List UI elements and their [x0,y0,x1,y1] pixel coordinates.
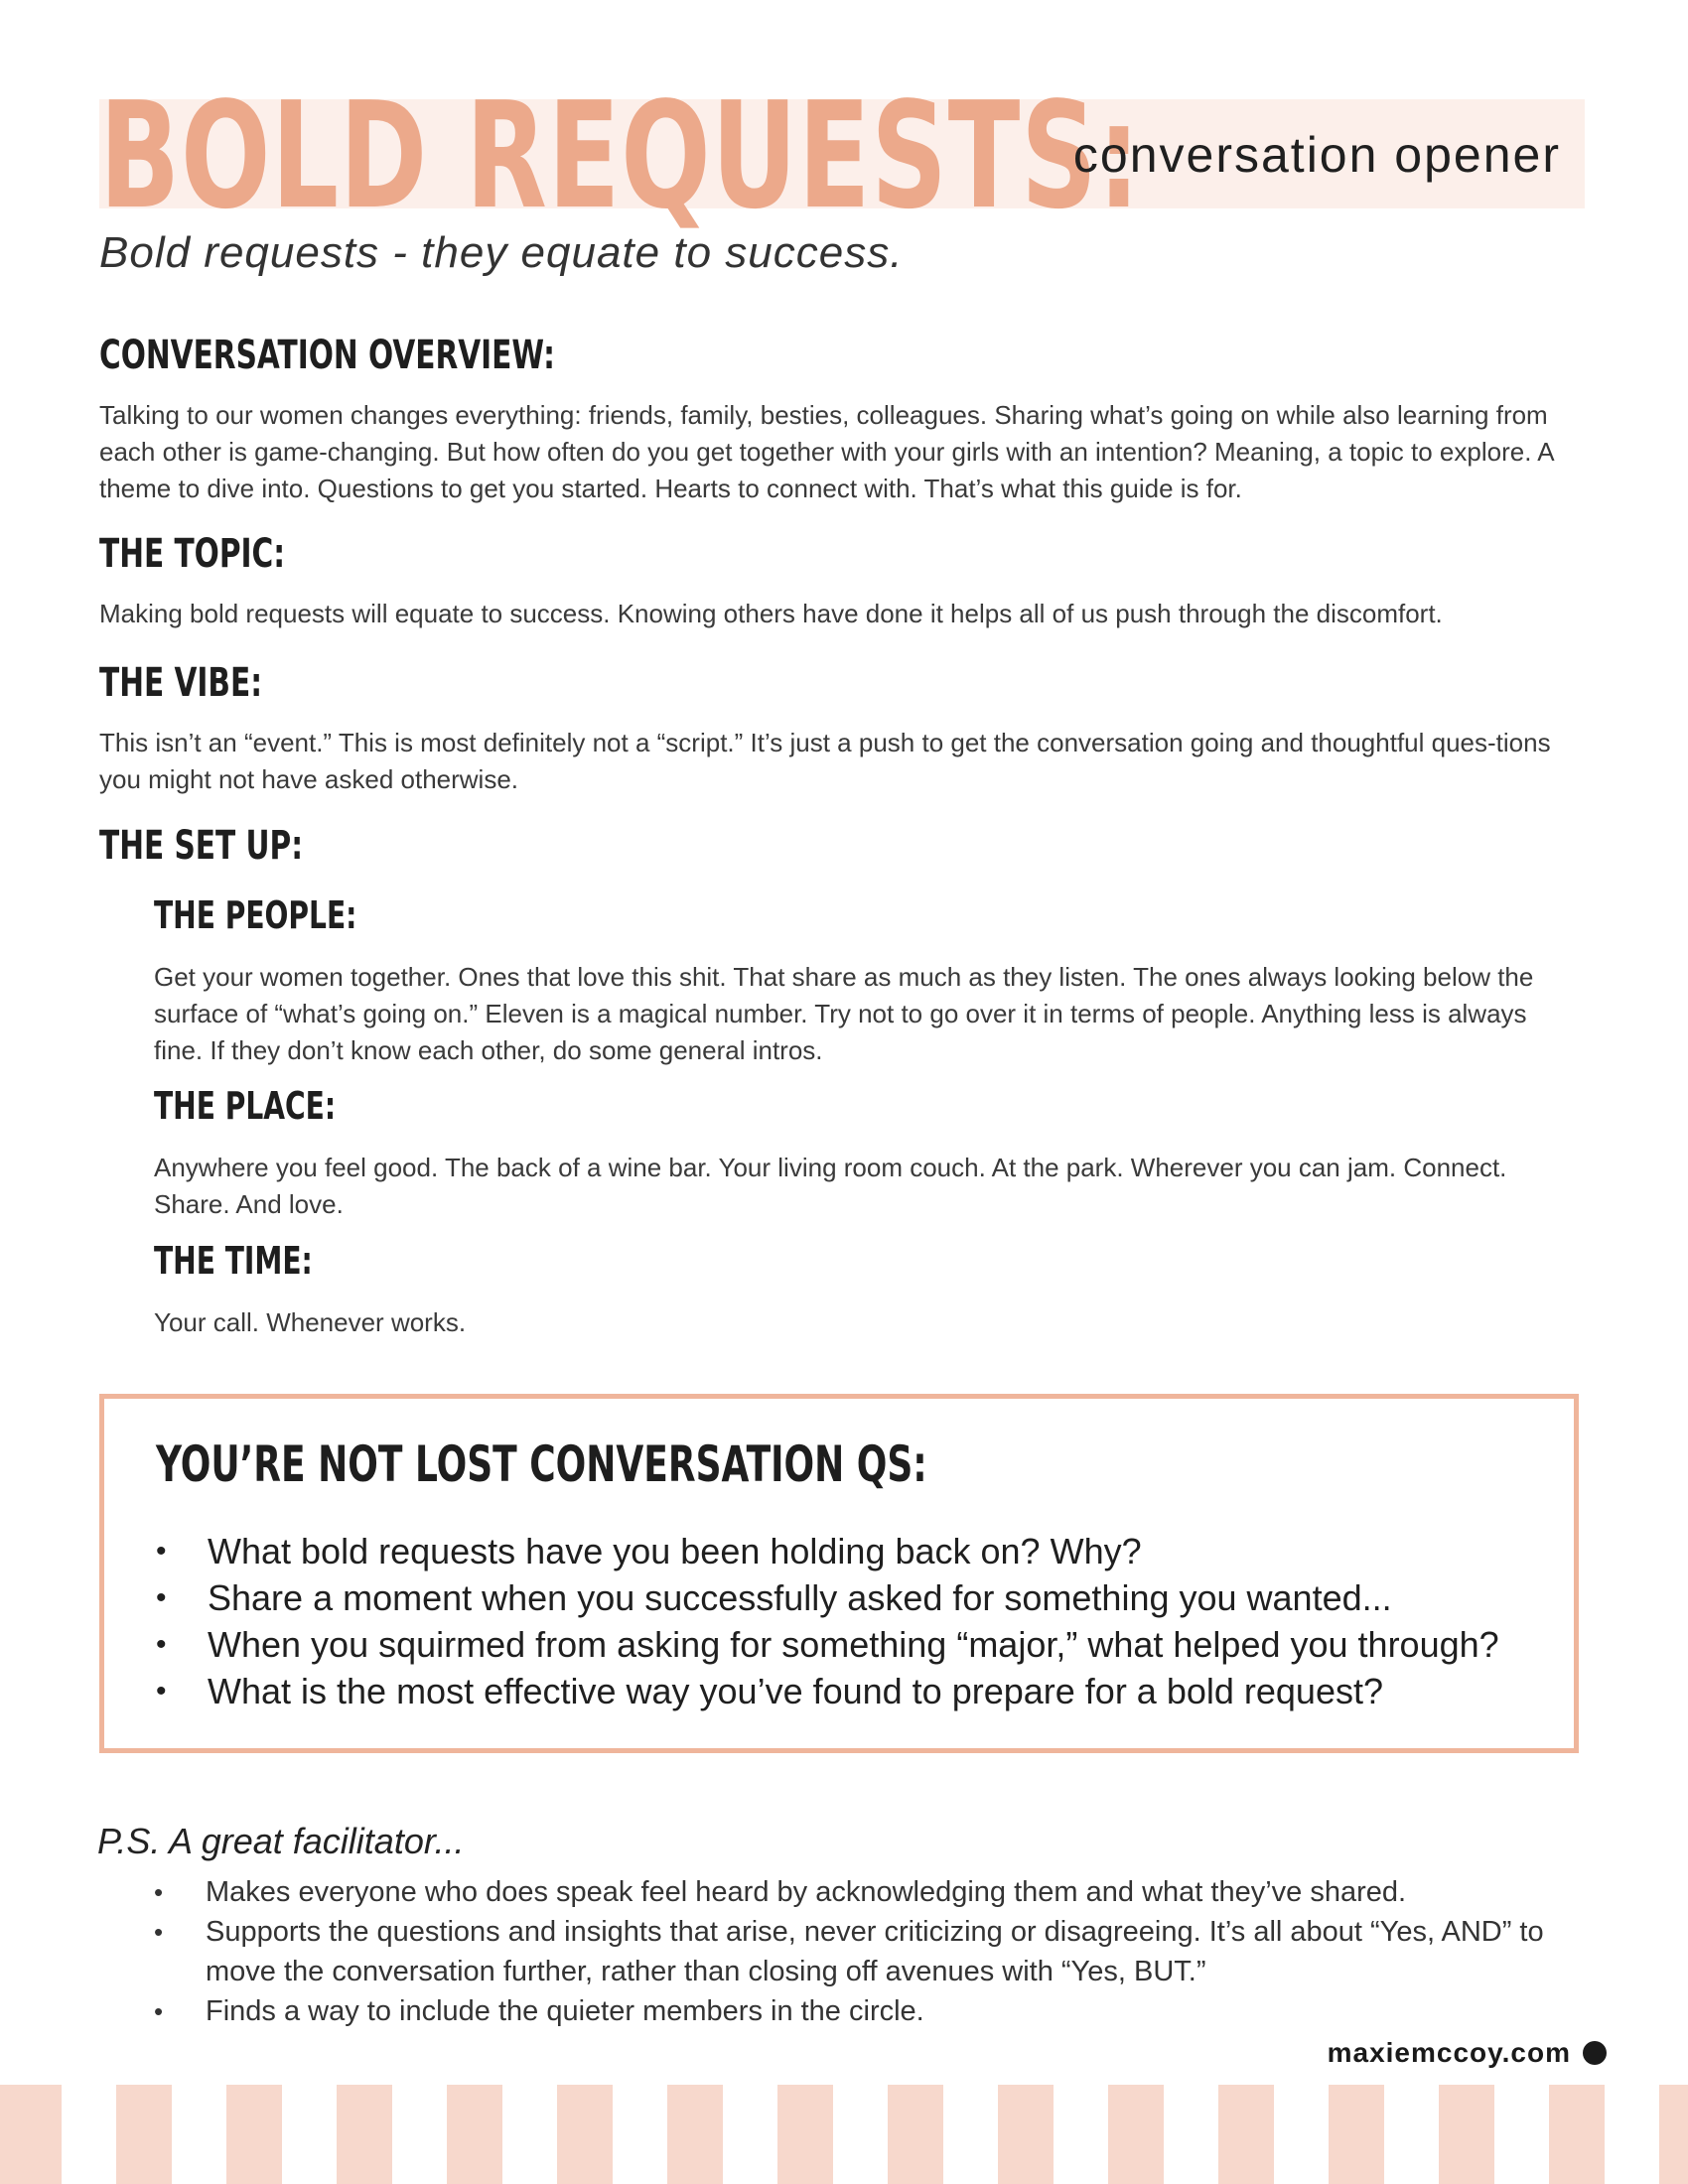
page-title: BOLD REQUESTS: [99,70,1141,241]
topic-text: Making bold requests will equate to success. Knowing others have done it helps all of us push through the discomfort. [99,599,1443,628]
list-item: • What bold requests have you been holding back on? Why? [156,1528,1499,1574]
questions-list [156,1528,1499,1714]
overview-text: Talking to our women changes everything: friends, family, besties, colleagues. Sharing what’s going on while also learning from each other is game-changing. But how often do you get together with your girls with an intention? Meaning, a topic to explore. A theme to dive into. Questions to get you started. Hearts to connect with. That’s what this guide is for. [99,400,1554,503]
topic-heading: THE TOPIC: [99,531,286,577]
header-tag: conversation opener [1072,127,1561,183]
decorative-stripes [0,2085,1688,2184]
time-section [154,1237,1564,1341]
footer-site-text: maxiemccoy.com [1327,2037,1571,2068]
vibe-heading: THE VIBE: [99,660,263,706]
time-heading: THE TIME: [154,1239,313,1283]
place-heading: THE PLACE: [154,1084,337,1128]
conversation-questions-box [99,1394,1579,1753]
setup-heading: THE SET UP: [99,823,304,869]
vibe-section [99,659,1585,798]
list-item: • What is the most effective way you’ve found to prepare for a bold request? [156,1668,1499,1714]
time-text: Your call. Whenever works. [154,1307,467,1337]
ps-title: P.S. A great facilitator... [97,1821,465,1861]
list-item: • When you squirmed from asking for something “major,” what helped you through? [156,1621,1499,1668]
vibe-text: This isn’t an “event.” This is most definitely not a “script.” It’s just a push to get the conversation going and thoughtful ques-tions you might not have asked otherwise. [99,728,1551,794]
people-heading: THE PEOPLE: [154,893,357,937]
overview-section [99,332,1585,507]
people-section [154,891,1564,1069]
topic-section [99,530,1585,632]
setup-section [99,822,1585,870]
footer-site-link[interactable] [1328,2037,1607,2069]
list-item: • Supports the questions and insights that arise, never criticizing or disagreeing. It’s all about “Yes, AND” to move the conversation further, rather than closing off avenues with “Yes, BUT.” [154,1912,1584,1991]
people-text: Get your women together. Ones that love this shit. That share as much as they listen. The ones always looking below the surface of “what’s going on.” Eleven is a magical number. Try not to go over it in terms of people. Anything less is always fine. If they don’t know each other, do some general intros. [154,962,1534,1065]
list-item: • Finds a way to include the quieter members in the circle. [154,1991,1584,2031]
list-item: • Share a moment when you successfully asked for something you wanted... [156,1574,1499,1621]
list-item: • Makes everyone who does speak feel heard by acknowledging them and what they’ve shared. [154,1872,1584,1912]
circle-logo-icon [1583,2041,1607,2065]
overview-heading: CONVERSATION OVERVIEW: [99,333,555,378]
place-text: Anywhere you feel good. The back of a wine bar. Your living room couch. At the park. Wherever you can jam. Connect. Share. And love. [154,1153,1507,1219]
questions-heading: YOU’RE NOT LOST CONVERSATION QS: [156,1435,927,1493]
ps-list [154,1872,1584,2031]
subtitle: Bold requests - they equate to success. [99,228,904,277]
place-section [154,1082,1564,1223]
